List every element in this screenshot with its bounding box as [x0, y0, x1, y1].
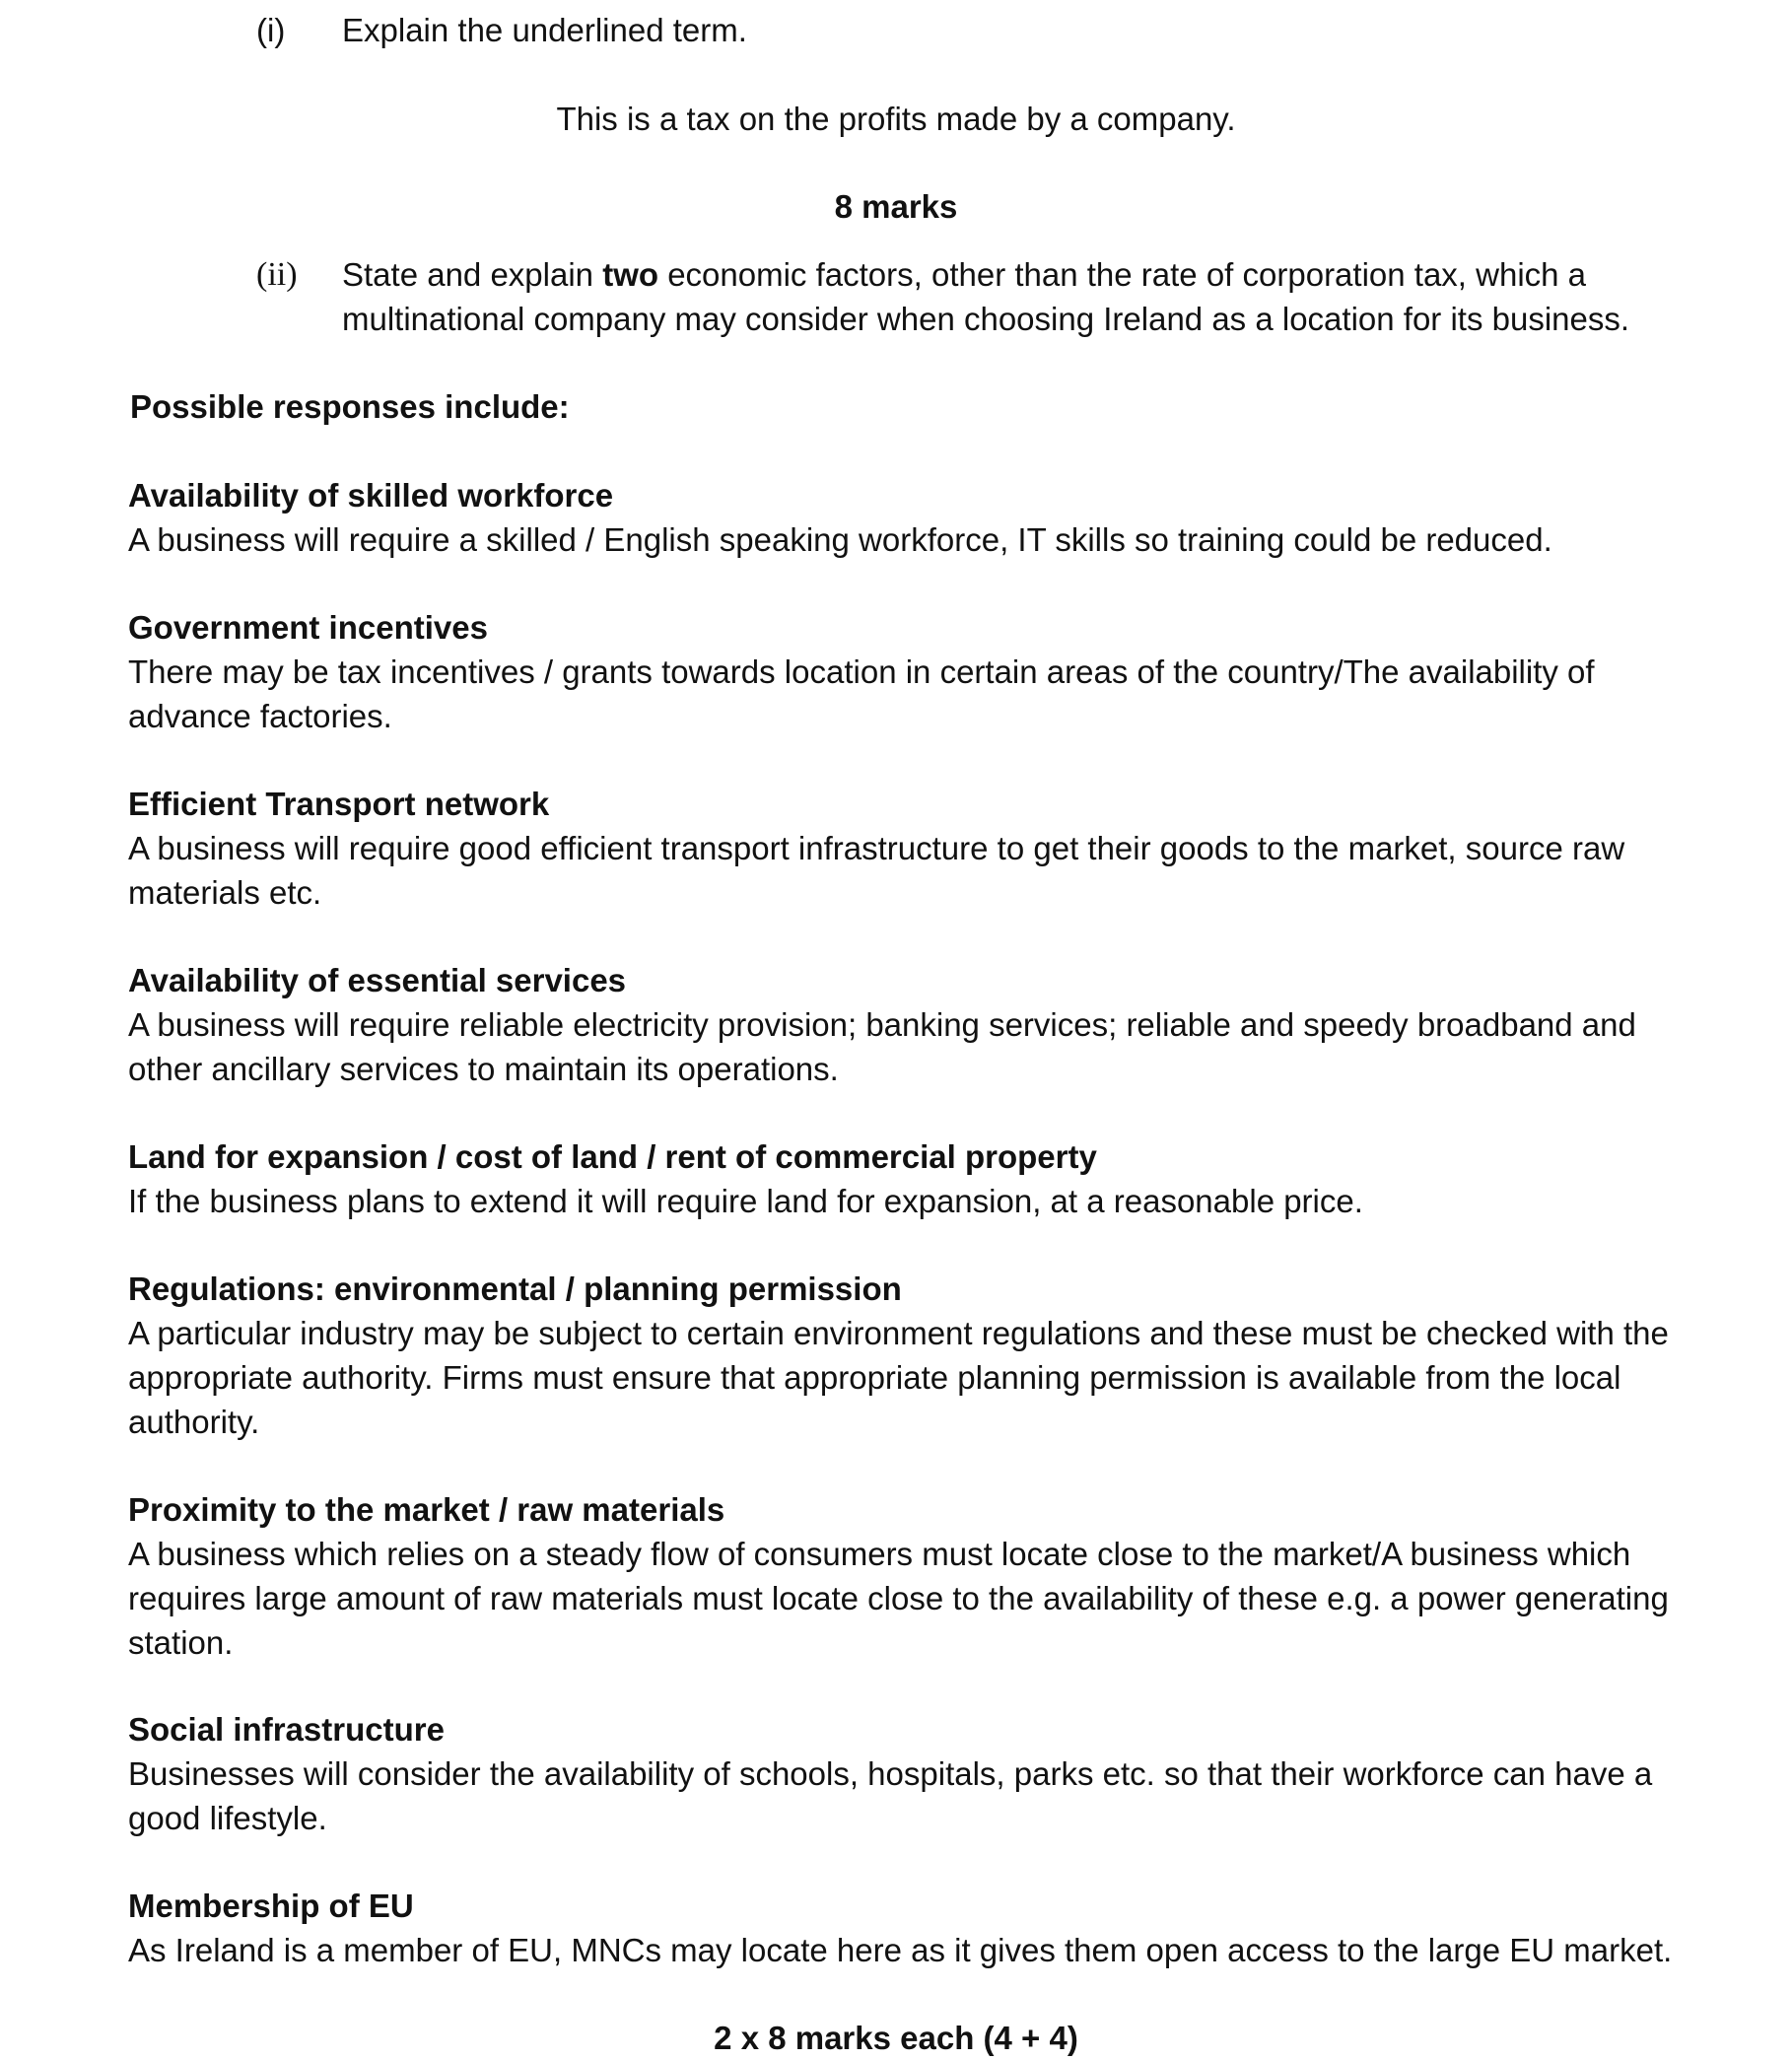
factor-title: Regulations: environmental / planning permission	[128, 1270, 902, 1307]
question-i-number: (i)	[256, 12, 286, 48]
factor-title: Availability of essential services	[128, 962, 627, 998]
factor-title: Membership of EU	[128, 1888, 414, 1924]
factor-body: A business will require a skilled / English speaking workforce, IT skills so training could be reduced.	[128, 521, 1552, 558]
question-ii-text-after: economic factors, other than the rate of corporation tax, which a multinational company may consider when choosing Ireland as a location for its business.	[342, 256, 1630, 337]
factor-eu-membership	[128, 1884, 1705, 1972]
factor-title: Proximity to the market / raw materials	[128, 1491, 725, 1528]
factor-title: Government incentives	[128, 609, 488, 646]
question-i-text: Explain the underlined term.	[342, 12, 747, 48]
factor-body: As Ireland is a member of EU, MNCs may locate here as it gives them open access to the large EU market.	[128, 1932, 1673, 1968]
question-ii-text-before: State and explain	[342, 256, 603, 293]
question-ii-text-bold: two	[602, 256, 659, 293]
factor-body: A particular industry may be subject to certain environment regulations and these must be checked with the appropriate authority. Firms must ensure that appropriate planning permission is available from the local authority.	[128, 1315, 1669, 1440]
factor-essential-services	[128, 958, 1705, 1091]
factor-title: Land for expansion / cost of land / rent of commercial property	[128, 1138, 1097, 1175]
factor-body: Businesses will consider the availability of schools, hospitals, parks etc. so that their workforce can have a good lifestyle.	[128, 1755, 1653, 1836]
factor-title: Availability of skilled workforce	[128, 477, 614, 514]
factor-title: Efficient Transport network	[128, 786, 550, 822]
factor-body: A business will require good efficient transport infrastructure to get their goods to the market, source raw materials etc.	[128, 830, 1625, 911]
factor-body: A business will require reliable electricity provision; banking services; reliable and speedy broadband and other ancillary services to maintain its operations.	[128, 1006, 1636, 1087]
question-ii-number: (ii)	[256, 256, 298, 293]
question-ii-text	[342, 252, 1702, 341]
factor-body: There may be tax incentives / grants towards location in certain areas of the country/The availability of advance factories.	[128, 653, 1595, 734]
responses-heading: Possible responses include:	[130, 388, 570, 425]
factor-land-expansion	[128, 1134, 1705, 1223]
question-i-marks: 8 marks	[834, 188, 958, 225]
question-i-answer: This is a tax on the profits made by a company.	[556, 101, 1236, 137]
factor-skilled-workforce	[128, 473, 1705, 562]
factor-social-infrastructure	[128, 1707, 1705, 1840]
factor-body: A business which relies on a steady flow of consumers must locate close to the market/A business which requires large amount of raw materials must locate close to the availability of these e.g. a power generating station.	[128, 1536, 1669, 1661]
factor-title: Social infrastructure	[128, 1711, 445, 1748]
final-marks: 2 x 8 marks each (4 + 4)	[714, 2020, 1078, 2056]
factor-transport-network	[128, 782, 1705, 915]
factor-proximity	[128, 1487, 1705, 1665]
factor-government-incentives	[128, 605, 1705, 738]
factor-regulations	[128, 1267, 1705, 1444]
factor-body: If the business plans to extend it will require land for expansion, at a reasonable price.	[128, 1183, 1363, 1219]
